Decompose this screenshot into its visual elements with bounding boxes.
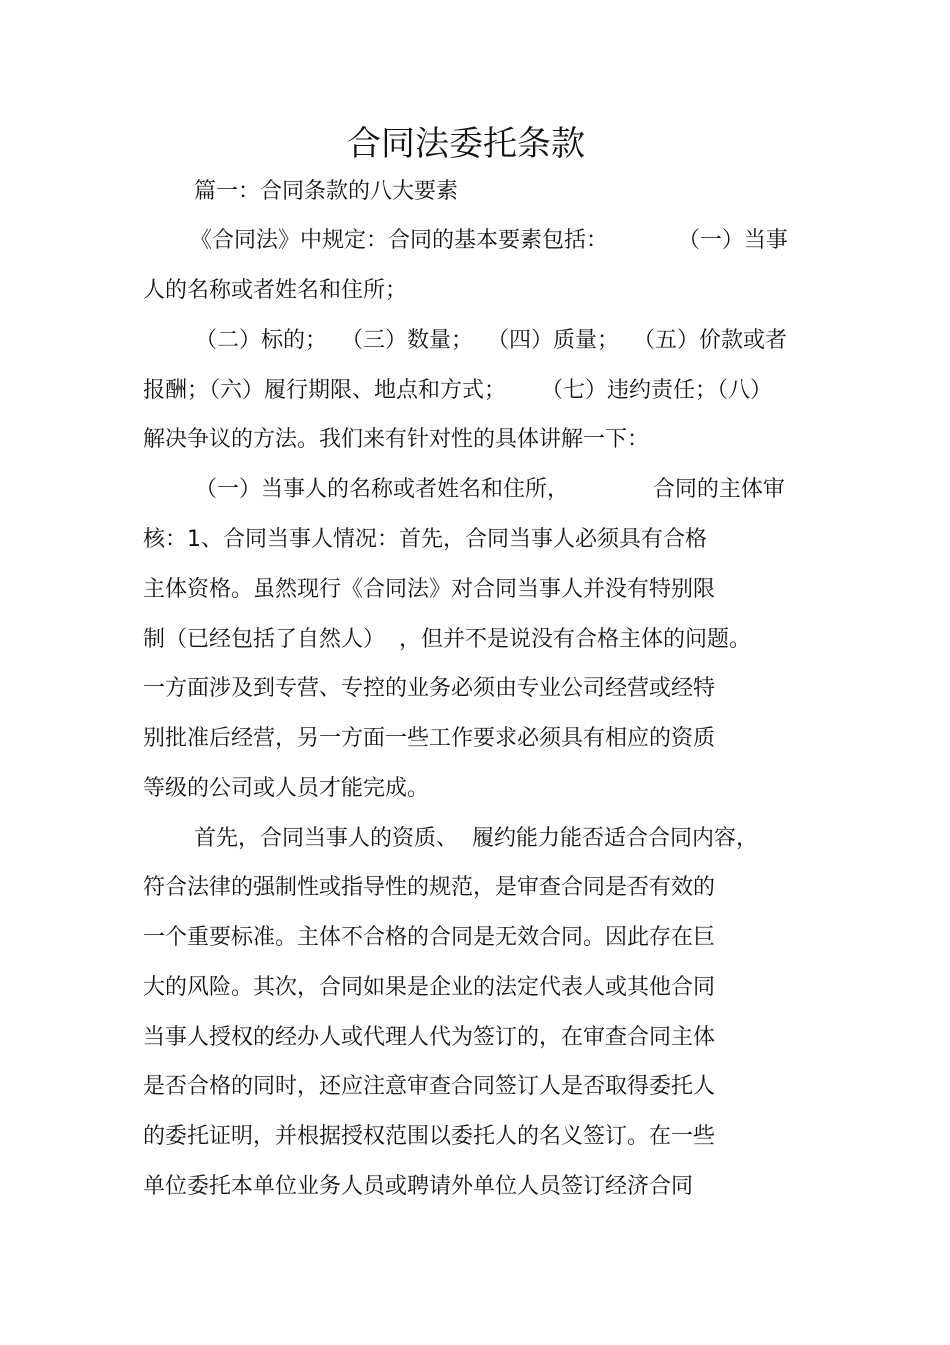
- body-line: 报酬；（六）履行期限、地点和方式； （七）违约责任；（八）: [143, 378, 772, 403]
- body-line: 别批准后经营，另一方面一些工作要求必须具有相应的资质: [143, 726, 716, 751]
- body-line: 当事人授权的经办人或代理人代为签订的，在审查合同主体: [143, 1025, 716, 1050]
- body-line: 是否合格的同时，还应注意审查合同签订人是否取得委托人: [143, 1074, 716, 1099]
- body-line: 主体资格。虽然现行《合同法》对合同当事人并没有特别限: [143, 577, 716, 602]
- body-line: （一）当事人的名称或者姓名和住所， 合同的主体审: [195, 477, 785, 502]
- body-line: 符合法律的强制性或指导性的规范，是审查合同是否有效的: [143, 875, 716, 900]
- body-line: 大的风险。其次，合同如果是企业的法定代表人或其他合同: [143, 975, 716, 1000]
- body-line: 制（已经包括了自然人） ，但并不是说没有合格主体的问题。: [143, 627, 751, 652]
- body-line: 解决争议的方法。我们来有针对性的具体讲解一下：: [143, 427, 650, 452]
- body-line: 一方面涉及到专营、专控的业务必须由专业公司经营或经特: [143, 676, 716, 701]
- document-title: 合同法委托条款: [347, 124, 585, 164]
- body-line: 的委托证明，并根据授权范围以委托人的名义签订。在一些: [143, 1124, 716, 1149]
- body-line: 人的名称或者姓名和住所；: [143, 278, 408, 303]
- body-line: （二）标的； （三）数量； （四）质量； （五）价款或者: [195, 328, 787, 353]
- body-line: 首先，合同当事人的资质、 履约能力能否适合合同内容，: [194, 826, 758, 851]
- body-line: 一个重要标准。主体不合格的合同是无效合同。因此存在巨: [143, 925, 716, 950]
- body-line: 《合同法》中规定：合同的基本要素包括： （一）当事: [190, 228, 788, 253]
- body-line: 核：1、合同当事人情况：首先，合同当事人必须具有合格: [143, 527, 707, 552]
- section-heading: 篇一：合同条款的八大要素: [194, 179, 459, 204]
- body-line: 等级的公司或人员才能完成。: [143, 776, 430, 801]
- body-line: 单位委托本单位业务人员或聘请外单位人员签订经济合同: [143, 1174, 694, 1199]
